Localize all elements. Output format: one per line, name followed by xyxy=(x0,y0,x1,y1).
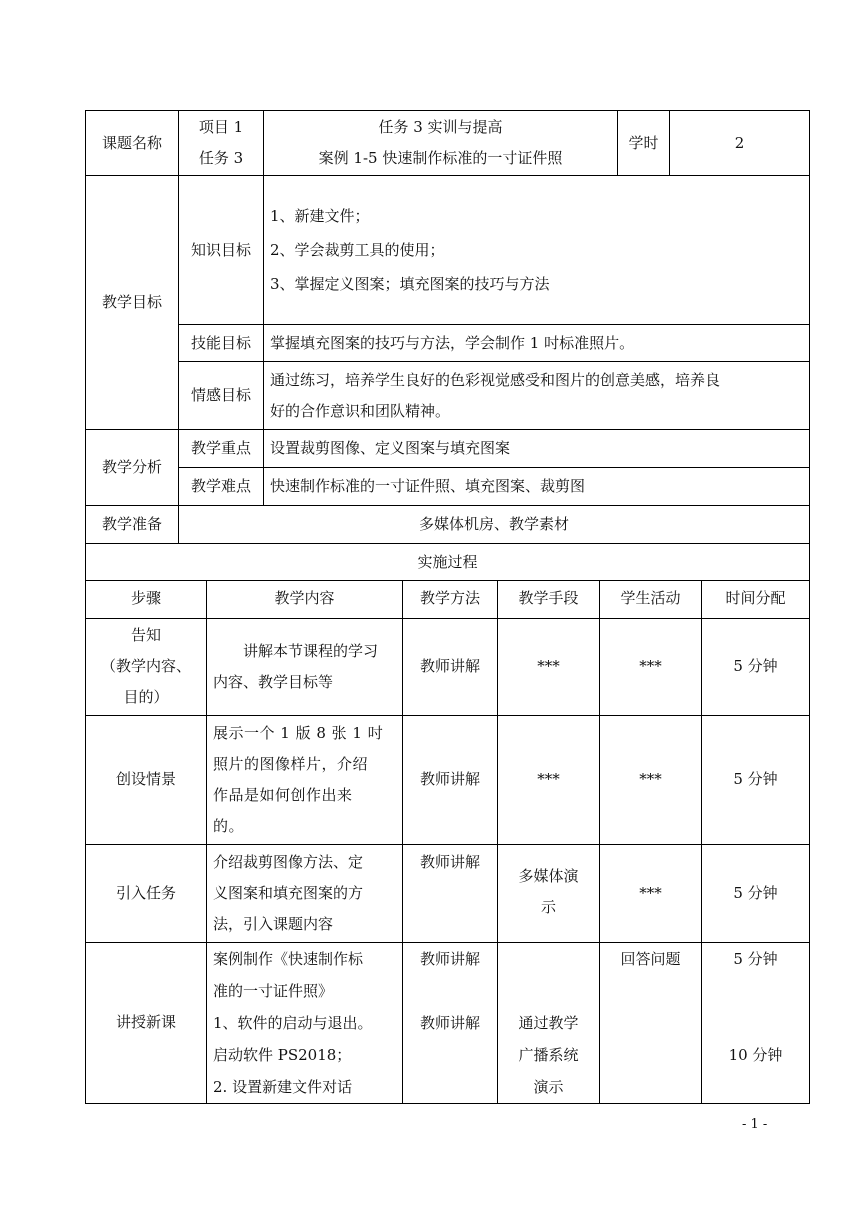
topic-line1: 任务 3 实训与提高 xyxy=(378,118,503,136)
content-line: 展示一个 1 版 8 张 1 吋 xyxy=(213,723,384,742)
content-line: 讲解本节课程的学习 xyxy=(243,641,379,660)
time-cell xyxy=(702,942,810,1103)
prep-label: 教学准备 xyxy=(86,506,179,544)
emotion-line1: 通过练习，培养学生良好的色彩视觉感受和图片的创意美感，培养良 xyxy=(270,370,721,389)
content-line: 2. 设置新建文件对话 xyxy=(213,1077,353,1096)
activity-cell: 回答问题 xyxy=(600,942,702,1103)
method-line: 教师讲解 xyxy=(419,1013,480,1032)
hours-value: 2 xyxy=(670,111,810,176)
analysis-label: 教学分析 xyxy=(86,430,179,506)
knowledge-goal-content xyxy=(264,176,810,325)
table-row xyxy=(86,942,810,1103)
knowledge-goal-label: 知识目标 xyxy=(179,176,264,325)
method-cell: 教师讲解 xyxy=(403,715,498,844)
project-line2: 任务 3 xyxy=(198,149,244,167)
key-point-label: 教学重点 xyxy=(179,430,264,468)
content-line: 法，引入课题内容 xyxy=(213,914,334,933)
difficulty-label: 教学难点 xyxy=(179,468,264,506)
lesson-plan-header-table xyxy=(85,110,810,581)
content-cell xyxy=(207,942,403,1103)
knowledge-item-3: 3、掌握定义图案；填充图案的技巧与方法 xyxy=(270,275,550,293)
means-line: 广播系统 xyxy=(518,1045,579,1064)
activity-cell: *** xyxy=(600,844,702,942)
means-cell: *** xyxy=(498,618,600,715)
step-line: 目的） xyxy=(123,688,169,706)
step-line: 告知 xyxy=(130,626,161,644)
table-row xyxy=(86,715,810,844)
content-cell xyxy=(207,844,403,942)
means-line: 多媒体演 xyxy=(518,866,579,885)
header-step: 步骤 xyxy=(86,580,207,618)
method-line: 教师讲解 xyxy=(419,949,480,968)
content-line: 1、软件的启动与退出。 xyxy=(213,1013,373,1032)
page-number: - 1 - xyxy=(742,1117,768,1132)
project-task-cell xyxy=(179,111,264,176)
difficulty-content: 快速制作标准的一寸证件照、填充图案、裁剪图 xyxy=(264,468,810,506)
time-line: 5 分钟 xyxy=(733,949,778,968)
goals-label: 教学目标 xyxy=(86,176,179,430)
means-cell: *** xyxy=(498,715,600,844)
means-line: 演示 xyxy=(533,1077,564,1096)
step-cell: 创设情景 xyxy=(86,715,207,844)
hours-label: 学时 xyxy=(618,111,670,176)
header-means: 教学手段 xyxy=(498,580,600,618)
prep-content: 多媒体机房、教学素材 xyxy=(179,506,810,544)
process-table xyxy=(85,580,810,1104)
content-cell xyxy=(207,618,403,715)
content-line: 义图案和填充图案的方 xyxy=(213,883,364,902)
header-method: 教学方法 xyxy=(403,580,498,618)
key-point-content: 设置裁剪图像、定义图案与填充图案 xyxy=(264,430,810,468)
table-row xyxy=(86,618,810,715)
content-line: 准的一寸证件照》 xyxy=(213,981,334,1000)
time-cell: 5 分钟 xyxy=(702,618,810,715)
header-activity: 学生活动 xyxy=(600,580,702,618)
emotion-goal-content xyxy=(264,362,810,430)
method-cell xyxy=(403,942,498,1103)
content-line: 的。 xyxy=(213,816,245,835)
content-line: 案例制作《快速制作标 xyxy=(213,949,364,968)
emotion-goal-label: 情感目标 xyxy=(179,362,264,430)
content-line: 内容、教学目标等 xyxy=(213,672,334,691)
time-cell: 5 分钟 xyxy=(702,715,810,844)
activity-cell: *** xyxy=(600,618,702,715)
topic-cell xyxy=(264,111,618,176)
process-title: 实施过程 xyxy=(86,544,810,581)
step-cell: 引入任务 xyxy=(86,844,207,942)
means-cell xyxy=(498,942,600,1103)
skill-goal-label: 技能目标 xyxy=(179,325,264,362)
emotion-line2: 好的合作意识和团队精神。 xyxy=(270,401,451,420)
content-cell xyxy=(207,715,403,844)
knowledge-item-1: 1、新建文件； xyxy=(270,207,370,225)
step-cell xyxy=(86,618,207,715)
activity-cell: *** xyxy=(600,715,702,844)
course-name-label: 课题名称 xyxy=(86,111,179,176)
content-line: 介绍裁剪图像方法、定 xyxy=(213,852,364,871)
content-line: 照片的图像样片，介绍 xyxy=(213,754,369,773)
means-line: 通过教学 xyxy=(518,1013,579,1032)
content-line: 启动软件 PS2018； xyxy=(213,1045,352,1064)
step-cell: 讲授新课 xyxy=(86,942,207,1103)
step-line: （教学内容、 xyxy=(100,657,191,675)
project-line1: 项目 1 xyxy=(198,118,244,136)
header-content: 教学内容 xyxy=(207,580,403,618)
header-time: 时间分配 xyxy=(702,580,810,618)
topic-line2: 案例 1-5 快速制作标准的一寸证件照 xyxy=(318,149,563,167)
table-row xyxy=(86,844,810,942)
method-cell: 教师讲解 xyxy=(403,618,498,715)
content-line: 作品是如何创作出来 xyxy=(213,785,353,804)
knowledge-item-2: 2、学会裁剪工具的使用； xyxy=(270,241,445,259)
time-cell: 5 分钟 xyxy=(702,844,810,942)
means-cell xyxy=(498,844,600,942)
means-line: 示 xyxy=(540,897,556,916)
time-line: 10 分钟 xyxy=(728,1045,783,1064)
skill-goal-content: 掌握填充图案的技巧与方法，学会制作 1 吋标准照片。 xyxy=(264,325,810,362)
method-cell: 教师讲解 xyxy=(403,844,498,942)
